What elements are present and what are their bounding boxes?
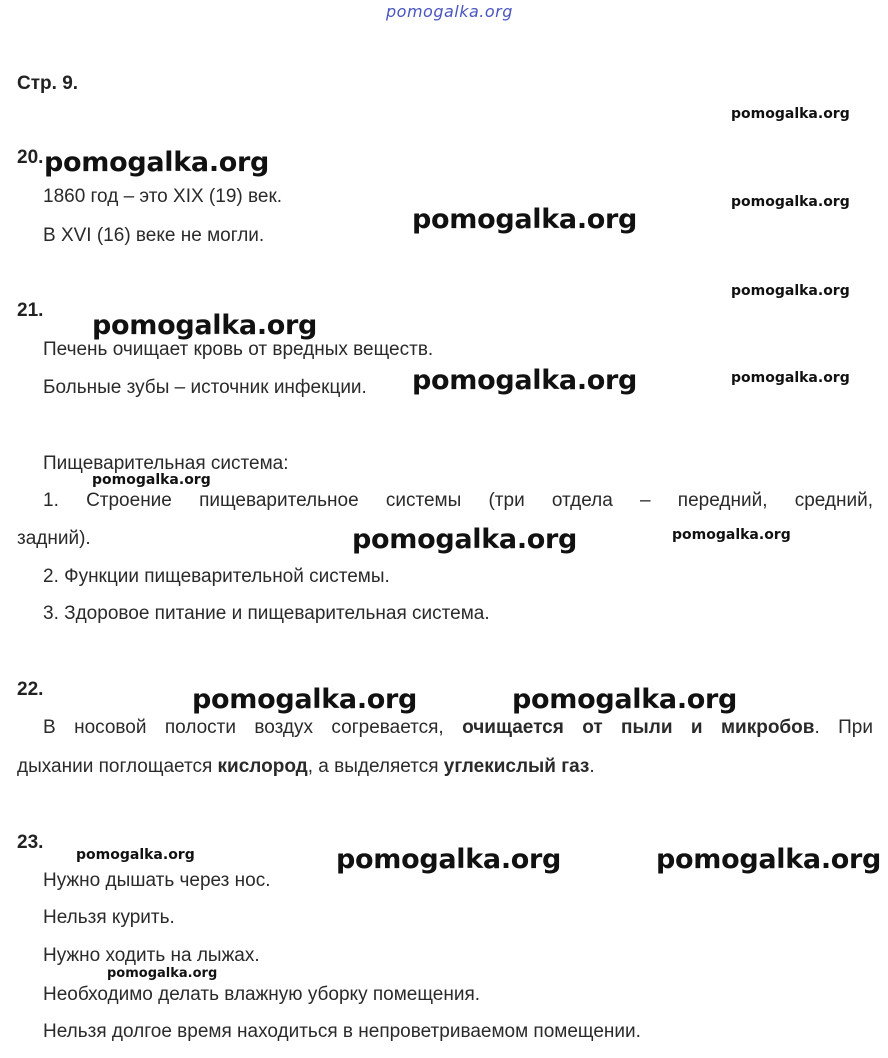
q20-line-2: В XVI (16) веке не могли. (43, 225, 265, 246)
q21-line-2: Больные зубы – источник инфекции. (43, 377, 367, 398)
watermark: pomogalka.org (352, 524, 578, 555)
q23-line-4: Необходимо делать влажную уборку помещения. (43, 984, 481, 1005)
q23-line-1: Нужно дышать через нос. (43, 870, 271, 891)
q23-line-3: Нужно ходить на лыжах. (43, 945, 260, 966)
q22-bold-oxygen: кислород (217, 756, 308, 777)
question-23-number: 23. (17, 832, 44, 853)
q22-paragraph-line-2: дыхании поглощается кислород, а выделяется углекислый газ. (17, 756, 595, 777)
watermark: pomogalka.org (44, 147, 270, 178)
question-22-number: 22. (17, 679, 44, 700)
watermark: pomogalka.org (672, 527, 791, 543)
q22-paragraph-line-1: В носовой полости воздух согревается, очищается от пыли и микробов. При (43, 717, 873, 738)
q20-line-1: 1860 год – это XIX (19) век. (43, 186, 283, 207)
watermark: pomogalka.org (92, 472, 211, 488)
watermark: pomogalka.org (92, 310, 318, 341)
watermark: pomogalka.org (731, 283, 850, 299)
watermark: pomogalka.org (192, 684, 418, 715)
watermark: pomogalka.org (107, 966, 218, 981)
watermark-top: pomogalka.org (386, 2, 513, 21)
watermark: pomogalka.org (656, 844, 882, 875)
page-title: Стр. 9. (17, 73, 79, 94)
q22-bold-co2: углекислый газ (443, 756, 590, 777)
watermark: pomogalka.org (412, 365, 638, 396)
watermark: pomogalka.org (731, 370, 850, 386)
q21-outline-item-1-end: задний). (17, 528, 91, 549)
watermark: pomogalka.org (76, 847, 195, 863)
watermark: pomogalka.org (336, 844, 562, 875)
q23-line-2: Нельзя курить. (43, 907, 175, 928)
question-21-number: 21. (17, 300, 44, 321)
watermark: pomogalka.org (512, 684, 738, 715)
q23-line-5: Нельзя долгое время находиться в непроветриваемом помещении. (43, 1021, 641, 1042)
watermark: pomogalka.org (412, 204, 638, 235)
q21-line-1: Печень очищает кровь от вредных веществ. (43, 339, 434, 360)
q21-outline-item-1: 1. Строение пищеварительное системы (три отдела – передний, средний, (43, 490, 873, 511)
q21-outline-title: Пищеварительная система: (43, 453, 289, 474)
q22-bold-phrase-1: очищается от пыли и микробов (462, 717, 815, 738)
watermark: pomogalka.org (731, 194, 850, 210)
watermark: pomogalka.org (731, 106, 850, 122)
q21-outline-item-2: 2. Функции пищеварительной системы. (43, 566, 390, 587)
q21-outline-item-3: 3. Здоровое питание и пищеварительная система. (43, 603, 490, 624)
question-20-number: 20. (17, 147, 44, 168)
